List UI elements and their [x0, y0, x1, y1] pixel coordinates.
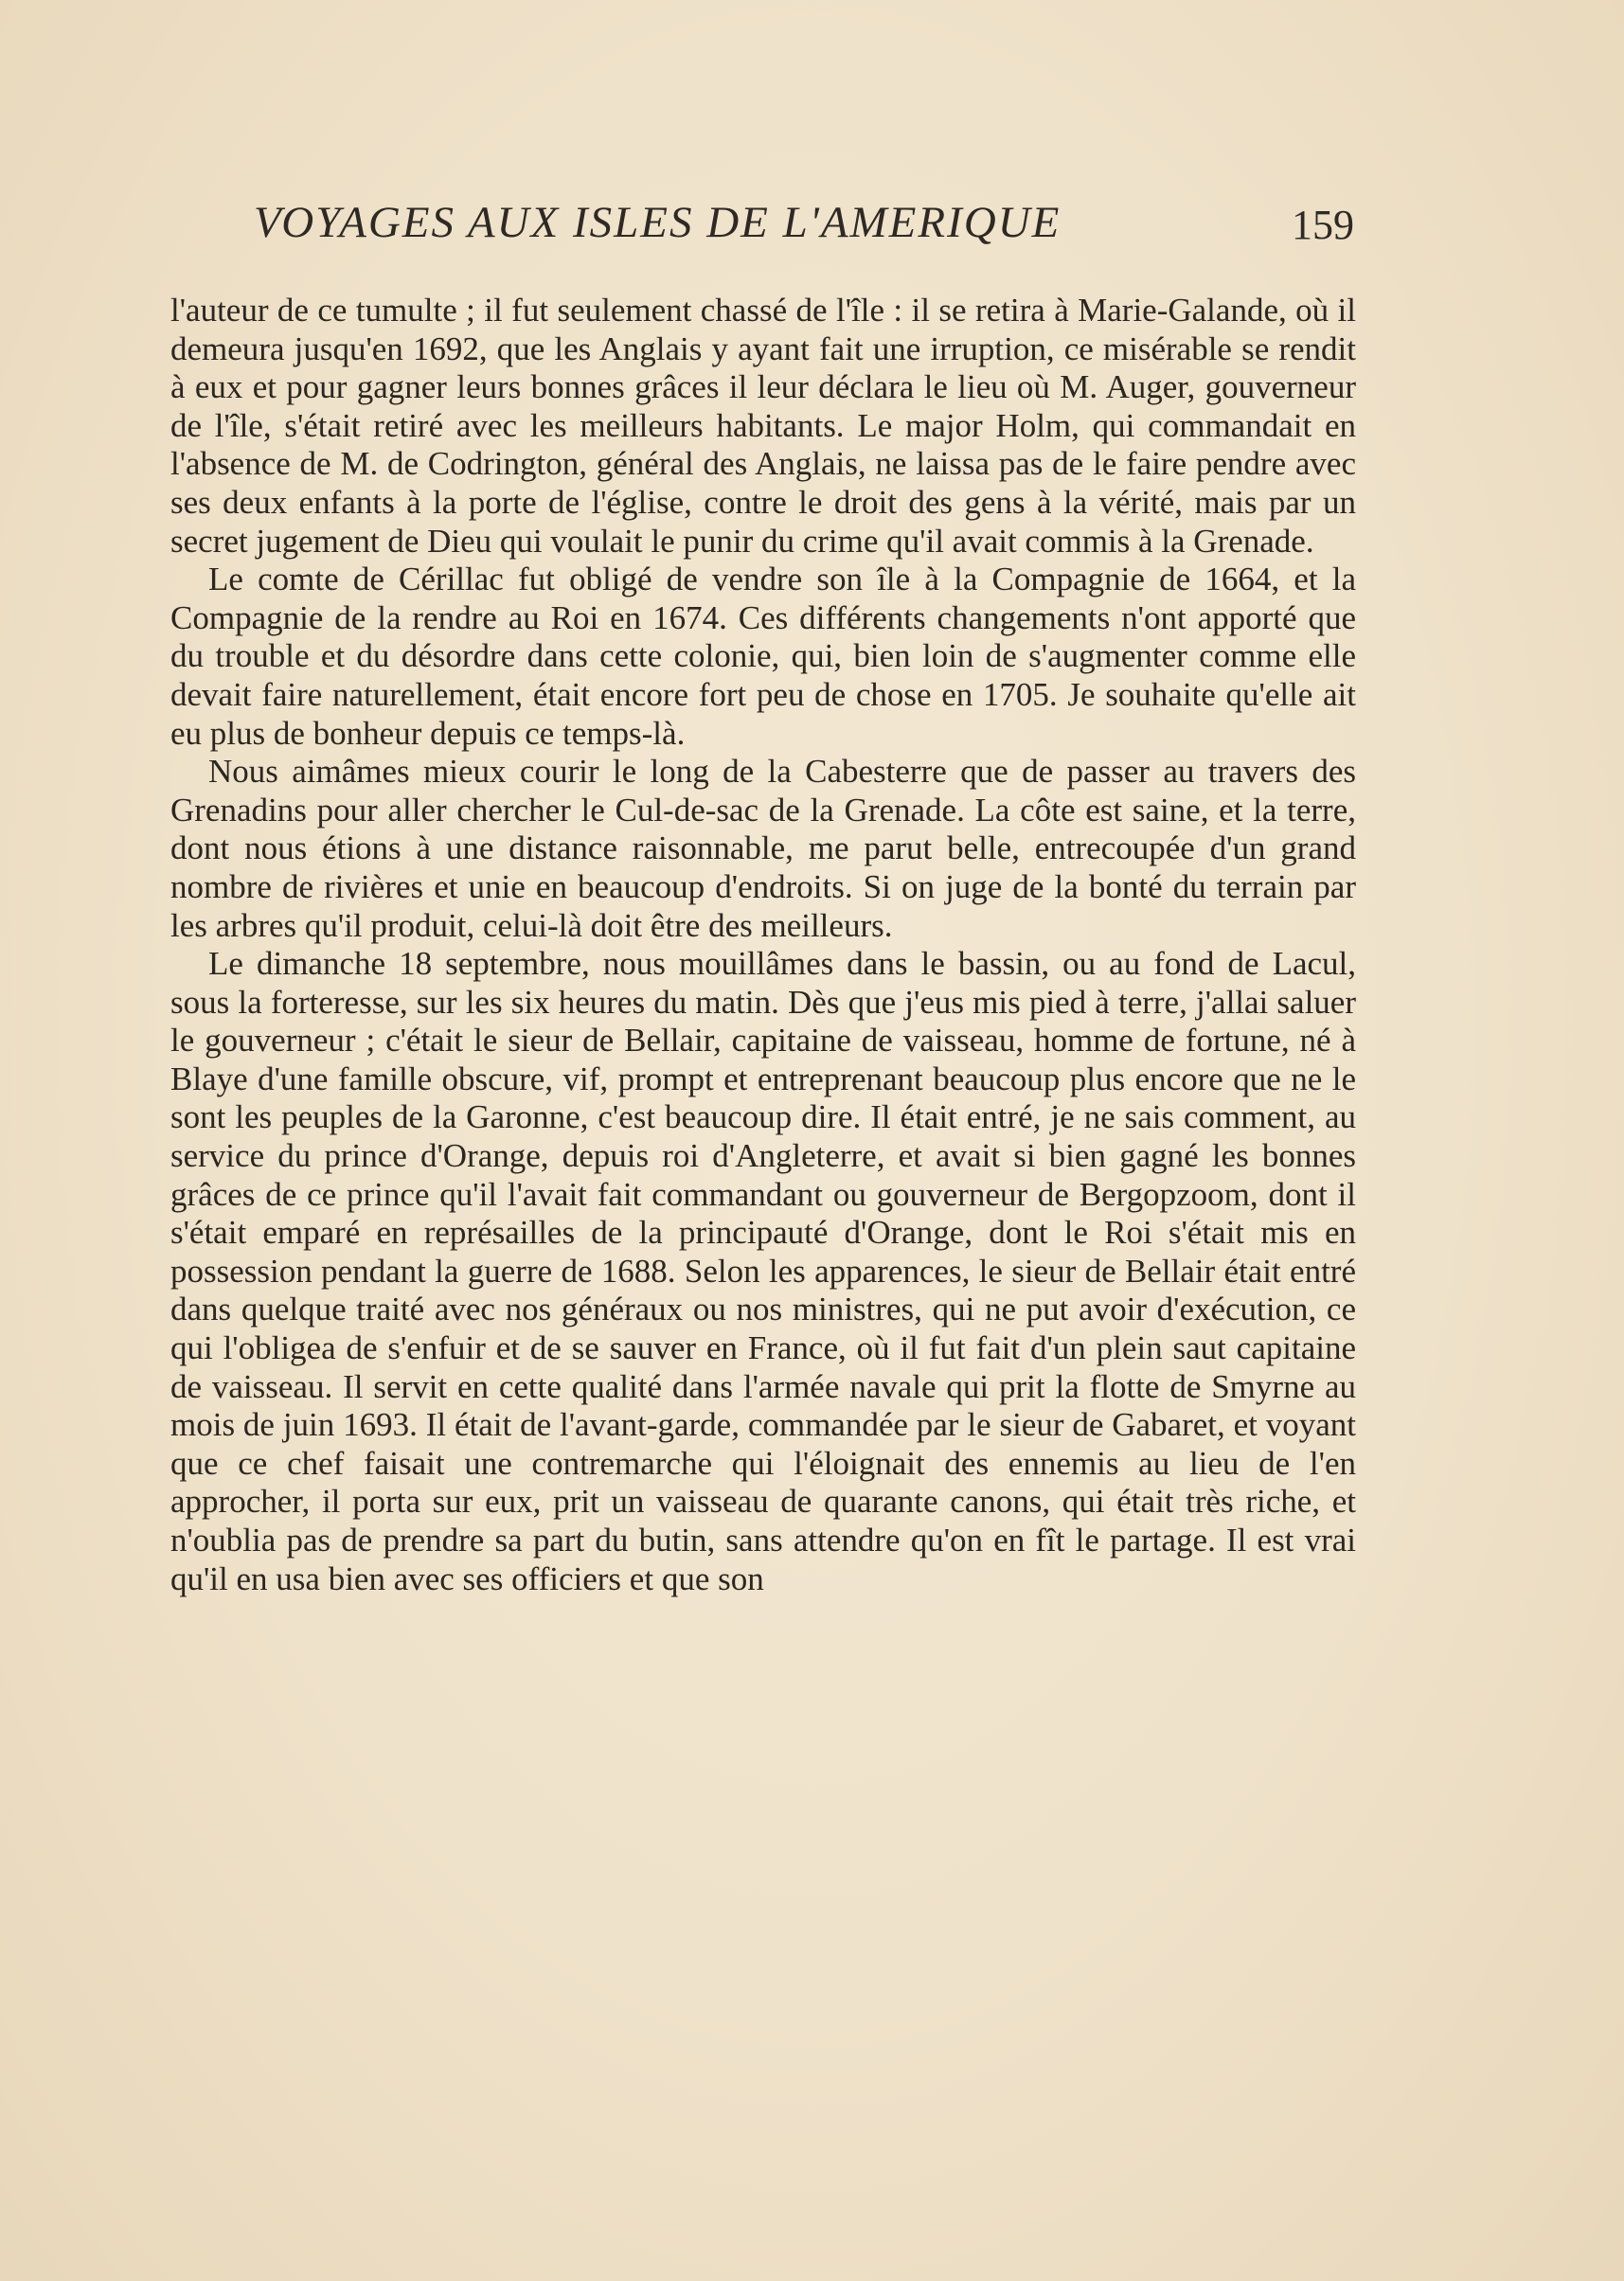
page-header [254, 197, 1354, 263]
paragraph: l'auteur de ce tumulte ; il fut seulement chassé de l'île : il se retira à Marie-Galande, où il demeura jusqu'en 1692, que les Anglais y ayant fait une irruption, ce misérable se rendit à eux et pour gagner leurs bonnes grâces il leur déclara le lieu où M. Auger, gouverneur de l'île, s'était retiré avec les meilleurs habitants. Le major Holm, qui commandait en l'absence de M. de Codrington, général des Anglais, ne laissa pas de le faire pendre avec ses deux enfants à la porte de l'église, contre le droit des gens à la vérité, mais par un secret jugement de Dieu qui voulait le punir du crime qu'il avait commis à la Grenade. [170, 292, 1356, 560]
paragraph: Le comte de Cérillac fut obligé de vendre son île à la Compagnie de 1664, et la Compagnie de la rendre au Roi en 1674. Ces différents changements n'ont apporté que du trouble et du désordre dans cette colonie, qui, bien loin de s'augmenter comme elle devait faire naturellement, était encore fort peu de chose en 1705. Je souhaite qu'elle ait eu plus de bonheur depuis ce temps-là. [170, 561, 1356, 752]
paragraph: Le dimanche 18 septembre, nous mouillâmes dans le bassin, ou au fond de Lacul, sous la forteresse, sur les six heures du matin. Dès que j'eus mis pied à terre, j'allai saluer le gouverneur ; c'était le sieur de Bellair, capitaine de vaisseau, homme de fortune, né à Blaye d'une famille obscure, vif, prompt et entreprenant beaucoup plus encore que ne le sont les peuples de la Garonne, c'est beaucoup dire. Il était entré, je ne sais comment, au service du prince d'Orange, depuis roi d'Angleterre, et avait si bien gagné les bonnes grâces de ce prince qu'il l'avait fait commandant ou gouverneur de Bergopzoom, dont il s'était emparé en représailles de la principauté d'Orange, dont le Roi s'était mis en possession pendant la guerre de 1688. Selon les apparences, le sieur de Bellair était entré dans quelque traité avec nos généraux ou nos ministres, qui ne put avoir d'exécution, ce qui l'obligea de s'enfuir et de se sauver en France, où il fut fait d'un plein saut capitaine de vaisseau. Il servit en cette qualité dans l'armée navale qui prit la flotte de Smyrne au mois de juin 1693. Il était de l'avant-garde, commandée par le sieur de Gabaret, et voyant que ce chef faisait une contremarche qui l'éloignait des ennemis au lieu de l'en approcher, il porta sur eux, prit un vaisseau de quarante canons, qui était très riche, et n'oublia pas de prendre sa part du butin, sans attendre qu'on en fît le partage. Il est vrai qu'il en usa bien avec ses officiers et que son [170, 945, 1356, 1597]
paragraph: Nous aimâmes mieux courir le long de la Cabesterre que de passer au travers des Grenadins pour aller chercher le Cul-de-sac de la Grenade. La côte est saine, et la terre, dont nous étions à une distance raisonnable, me parut belle, entrecoupée d'un grand nombre de rivières et unie en beaucoup d'endroits. Si on juge de la bonté du terrain par les arbres qu'il produit, celui-là doit être des meilleurs. [170, 753, 1356, 944]
body-text [170, 292, 1356, 1598]
running-title: VOYAGES AUX ISLES DE L'AMERIQUE [254, 198, 1062, 247]
page-number: 159 [1292, 202, 1354, 248]
